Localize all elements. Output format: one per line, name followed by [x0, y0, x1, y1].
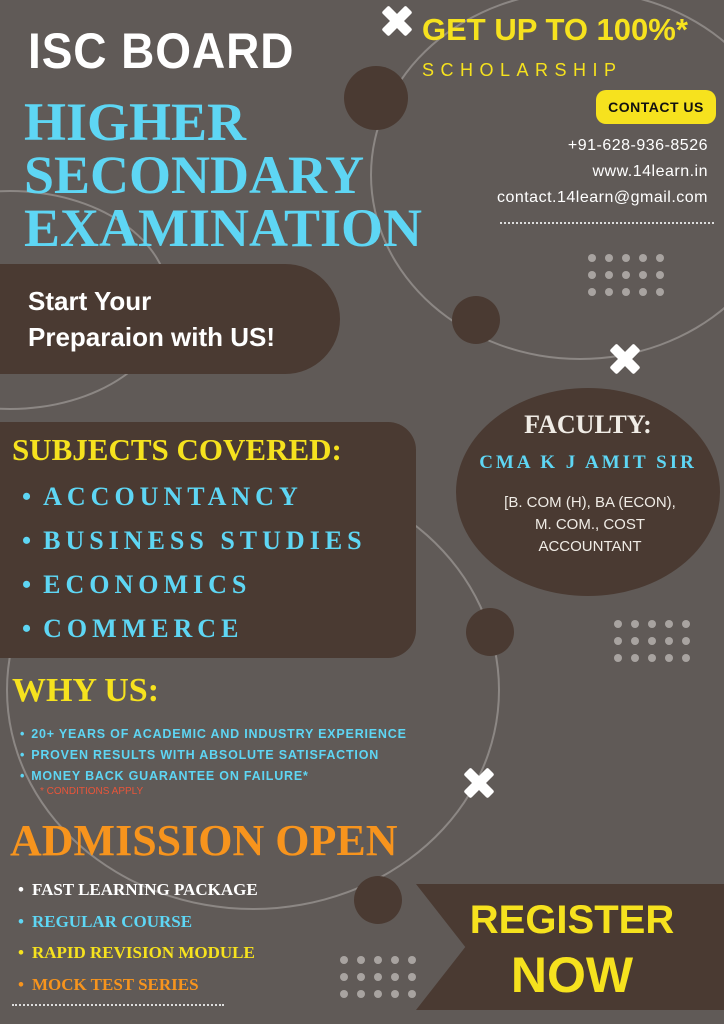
qualification-line: ACCOUNTANT	[538, 538, 642, 555]
scholarship-label: SCHOLARSHIP	[422, 60, 623, 80]
phone-number[interactable]: +91-628-936-8526	[567, 137, 708, 154]
divider	[12, 1004, 224, 1006]
conditions-note: * CONDITIONS APPLY	[40, 786, 144, 797]
list-item: • MONEY BACK GUARANTEE ON FAILURE*	[20, 766, 407, 787]
cross-icon	[462, 766, 496, 800]
qualification-line: [B. COM (H), BA (ECON),	[504, 494, 676, 511]
list-item: • BUSINESS STUDIES	[22, 521, 367, 565]
register-now-label[interactable]	[440, 893, 704, 1003]
faculty-name: CMA K J AMIT SIR	[479, 452, 697, 473]
dot-grid-pattern	[588, 254, 664, 296]
admission-list	[18, 874, 258, 1000]
admission-title: ADMISSION OPEN	[10, 816, 398, 865]
exam-title-line: HIGHER	[24, 92, 247, 152]
website-link[interactable]: www.14learn.in	[592, 163, 708, 180]
list-item: • MOCK TEST SERIES	[18, 969, 258, 1001]
email-link[interactable]: contact.14learn@gmail.com	[496, 189, 708, 206]
list-item: • REGULAR COURSE	[18, 906, 258, 938]
start-line: Start Your	[28, 286, 152, 316]
scholarship-headline: GET UP TO 100%*	[422, 12, 688, 47]
list-item: • ACCOUNTANCY	[22, 477, 367, 521]
exam-title	[24, 92, 423, 258]
decor-dot	[452, 296, 500, 344]
cross-icon	[380, 4, 414, 38]
divider	[500, 222, 714, 224]
subjects-list	[22, 477, 367, 653]
contact-info	[497, 133, 708, 211]
register-line: REGISTER	[469, 898, 675, 942]
start-text	[28, 283, 275, 355]
subjects-title: SUBJECTS COVERED:	[12, 432, 342, 467]
start-line: Preparaion with US!	[28, 322, 276, 352]
list-item: • FAST LEARNING PACKAGE	[18, 874, 258, 906]
dot-grid-pattern	[614, 620, 690, 662]
faculty-title: FACULTY:	[524, 410, 652, 439]
why-us-title: WHY US:	[12, 672, 160, 709]
list-item: • ECONOMICS	[22, 565, 367, 609]
list-item: • 20+ YEARS OF ACADEMIC AND INDUSTRY EXPERIENCE	[20, 724, 407, 745]
register-line: NOW	[510, 947, 634, 1003]
decor-dot	[466, 608, 514, 656]
exam-title-line: EXAMINATION	[24, 198, 423, 258]
faculty-qualifications	[480, 492, 700, 558]
exam-title-line: SECONDARY	[24, 145, 365, 205]
why-us-list	[20, 724, 407, 787]
list-item: • COMMERCE	[22, 609, 367, 653]
dot-grid-pattern	[340, 956, 416, 998]
contact-us-button[interactable]: CONTACT US	[596, 90, 716, 124]
board-title: ISC BOARD	[28, 23, 295, 79]
decor-dot	[354, 876, 402, 924]
qualification-line: M. COM., COST	[535, 516, 645, 533]
list-item: • RAPID REVISION MODULE	[18, 937, 258, 969]
cross-icon	[608, 342, 642, 376]
list-item: • PROVEN RESULTS WITH ABSOLUTE SATISFACTION	[20, 745, 407, 766]
